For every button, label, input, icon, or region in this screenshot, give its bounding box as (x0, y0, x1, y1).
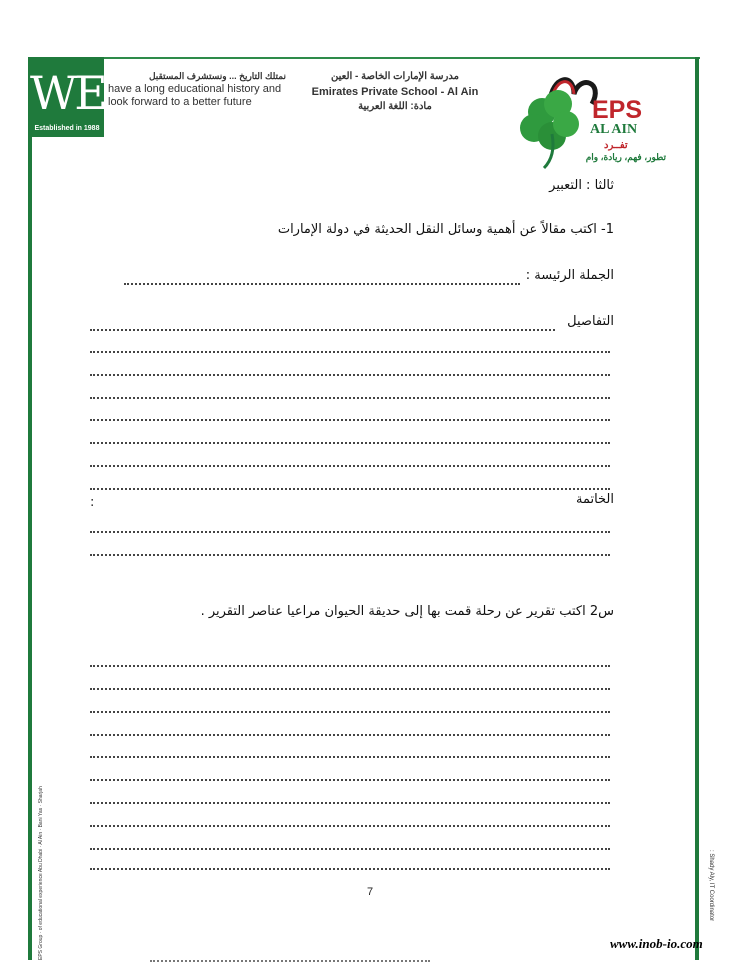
question-2: س2 اكتب تقرير عن رحلة قمت بها إلى حديقة الحيوان مراعيا عناصر التقرير . (200, 604, 614, 619)
we-logo-letters: WE (30, 66, 105, 120)
answer-line-report-6 (90, 769, 610, 781)
conclusion-colon: : (90, 495, 95, 510)
answer-line-report-5 (90, 746, 610, 758)
answer-line-details-5 (90, 409, 610, 421)
answer-line-report-8 (90, 815, 610, 827)
eps-motto: تطور، فهم، ريادة، وام (585, 152, 666, 162)
answer-line-report-10 (90, 858, 610, 870)
answer-line-details-8 (90, 478, 610, 490)
tagline (108, 70, 286, 109)
side-text-right (704, 850, 718, 940)
school-header (300, 70, 490, 114)
answer-line-details-6 (90, 432, 610, 444)
answer-line-report-7 (90, 792, 610, 804)
tagline-english-2: look forward to a better future (108, 96, 252, 108)
eps-tafarod-text: تفــرد (604, 140, 628, 151)
main-sentence-label: الجملة الرئيسة : (525, 268, 614, 283)
school-name-arabic: مدرسة الإمارات الخاصة - العين (331, 71, 459, 82)
page-number: 7 (366, 886, 374, 898)
frame-right-border (695, 57, 699, 960)
answer-line-main-sentence (124, 273, 520, 285)
side-text-left (38, 786, 60, 960)
frame-top-border (28, 57, 700, 59)
answer-line-report-9 (90, 838, 610, 850)
details-label: التفاصيل (567, 314, 614, 329)
side-text-right-label: : Shady Aly, IT Coordinator (708, 850, 714, 922)
eps-al-ain-text: AL AIN (590, 122, 638, 137)
school-name-english: Emirates Private School - Al Ain (311, 86, 479, 98)
answer-line-report-3 (90, 701, 610, 713)
answer-line-details-2 (90, 341, 610, 353)
section-title: ثالثا : التعبير (549, 178, 614, 193)
bottom-cut-text-line (150, 956, 430, 962)
answer-line-conclusion-1 (90, 521, 610, 533)
we-established: Established in 1988 (34, 125, 100, 132)
answer-line-report-1 (90, 655, 610, 667)
eps-logo-text: EPS (592, 96, 643, 124)
answer-line-details-1 (90, 319, 555, 331)
tagline-english-1: have a long educational history and (108, 83, 282, 95)
watermark: www.inob-io.com (610, 936, 703, 951)
question-1: 1- اكتب مقالاً عن أهمية وسائل النقل الحديثة في دولة الإمارات (277, 222, 614, 237)
tagline-arabic: نمتلك التاريخ ... ونستشرف المستقبل (148, 71, 286, 81)
answer-line-report-2 (90, 678, 610, 690)
subject-label: مادة: اللغة العربية (358, 101, 432, 112)
frame-left-border (28, 57, 32, 960)
answer-line-report-4 (90, 724, 610, 736)
answer-line-conclusion-2 (90, 544, 610, 556)
answer-line-details-3 (90, 364, 610, 376)
side-text-left-label: EPS Group · of educational experience Abu Dhabi · Al Ain · Bani Yas · Sharjah (38, 786, 44, 960)
we-logo (30, 57, 104, 137)
conclusion-label: الخاتمة (575, 492, 614, 507)
answer-line-details-4 (90, 387, 610, 399)
answer-line-details-7 (90, 455, 610, 467)
